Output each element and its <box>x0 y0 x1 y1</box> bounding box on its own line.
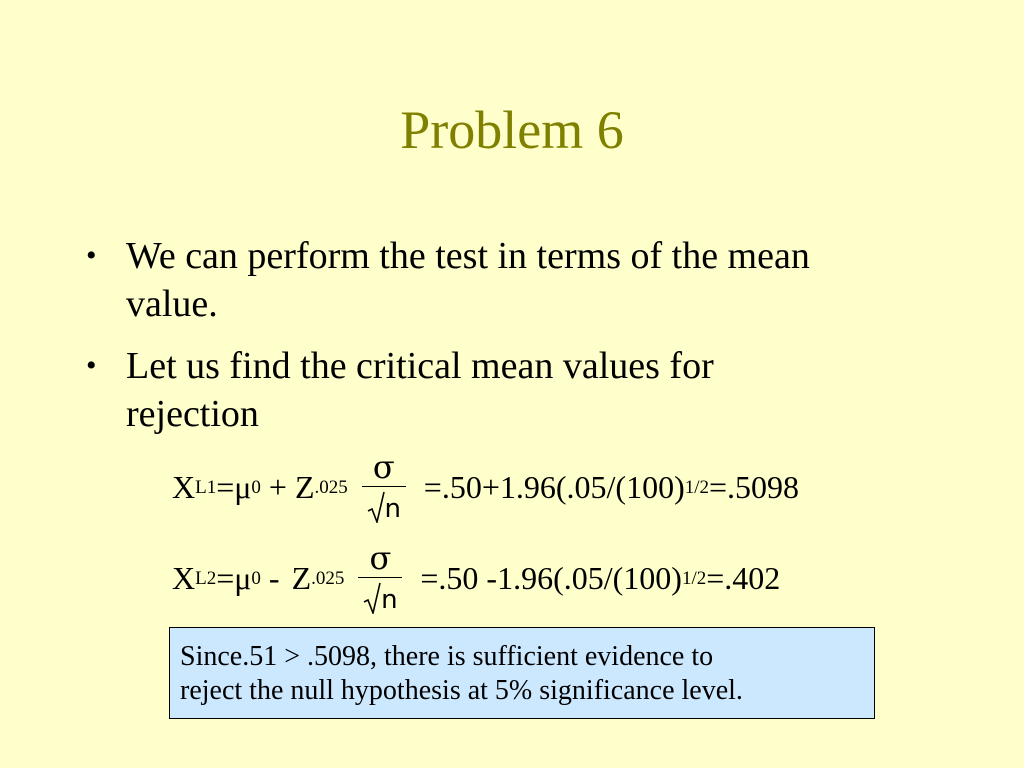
eq-z: Z <box>294 469 315 505</box>
eq-lhs-var: X <box>172 560 196 596</box>
eq-z-sub: .025 <box>314 476 348 498</box>
eq-equals: = <box>216 469 235 505</box>
eq-frac-denominator <box>367 489 401 523</box>
eq-rhs: =.50 -1.96(.05/(100) <box>420 560 682 596</box>
slide-title: Problem 6 <box>400 100 624 160</box>
equation-lower-limit-1 <box>172 448 800 524</box>
eq-mu: μ <box>234 560 252 596</box>
sqrt-icon <box>363 582 381 614</box>
bullet-icon: • <box>86 239 97 272</box>
equation-lower-limit-2 <box>172 539 781 615</box>
eq-lhs-sub: L1 <box>195 476 217 498</box>
eq-z: Z <box>291 560 312 596</box>
eq-fraction <box>360 448 408 524</box>
eq-frac-den-var: n <box>384 494 401 524</box>
eq-mu-sub: 0 <box>251 567 261 589</box>
eq-lhs-sub: L2 <box>195 567 217 589</box>
conclusion-box <box>169 627 875 719</box>
eq-z-sub: .025 <box>311 567 345 589</box>
eq-rhs-result: =.5098 <box>709 469 800 505</box>
eq-rhs: =.50+1.96(.05/(100) <box>423 469 685 505</box>
bullet-text-line: Let us find the critical mean values for <box>126 345 714 387</box>
conclusion-line: reject the null hypothesis at 5% significance level. <box>180 675 743 706</box>
eq-frac-numerator: σ <box>372 448 395 486</box>
bullet-text-line: rejection <box>126 393 259 435</box>
conclusion-line: Since.51 > .5098, there is sufficient evidence to <box>180 641 714 672</box>
eq-mu-sub: 0 <box>251 476 261 498</box>
bullet-text-line: value. <box>126 283 218 325</box>
eq-equals: = <box>216 560 235 596</box>
sqrt-icon <box>367 491 385 523</box>
bullet-icon: • <box>86 349 97 382</box>
bullet-item <box>86 342 966 438</box>
bullet-item <box>86 232 966 328</box>
eq-operator: - <box>268 560 280 596</box>
eq-frac-numerator: σ <box>369 539 392 577</box>
eq-frac-bar <box>362 486 406 487</box>
eq-frac-denominator <box>363 580 397 614</box>
eq-rhs-sup: 1/2 <box>684 476 709 498</box>
eq-frac-den-var: n <box>381 585 398 615</box>
eq-operator: + <box>268 469 287 505</box>
eq-frac-bar <box>358 577 402 578</box>
eq-rhs-sup: 1/2 <box>681 567 707 589</box>
eq-lhs-var: X <box>172 469 196 505</box>
eq-mu: μ <box>234 469 252 505</box>
eq-rhs-result: =.402 <box>706 560 781 596</box>
bullet-text-line: We can perform the test in terms of the mean <box>126 235 810 277</box>
bullet-list <box>86 232 966 452</box>
eq-fraction <box>356 539 404 615</box>
